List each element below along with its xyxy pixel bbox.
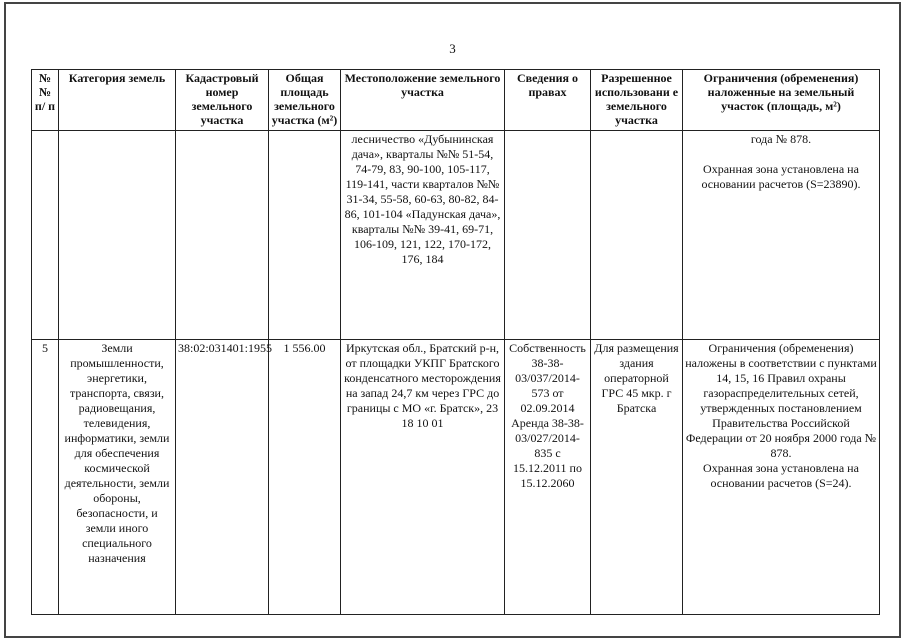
cell-cadastral: 38:02:031401:1955 <box>176 340 269 615</box>
cell-number: 5 <box>32 340 59 615</box>
col-header-cadastral: Кадастровый номер земельного участка <box>176 70 269 131</box>
cell-location: лесничество «Дубынинская дача», кварталы №№ 51-54, 74-79, 83, 90-100, 105-117, 119-141, части кварталов №№ 31-34, 55-58, 60-63, 80-82, 84-86, 101-104 «Падунская дача», кварталы №№ 39-41, 69-71, 106-109, 121, 122, 170-172, 176, 184 <box>341 131 505 340</box>
restrictions-text-1: года № 878. <box>750 132 812 146</box>
col-header-area: Общая площадь земельного участка (м²) <box>269 70 341 131</box>
cell-permitted-use: Для размещения здания операторной ГРС 45 мкр. г Братска <box>591 340 683 615</box>
cell-cadastral <box>176 131 269 340</box>
col-header-location: Местоположение земельного участка <box>341 70 505 131</box>
cell-area <box>269 131 341 340</box>
table-row <box>32 340 880 615</box>
cell-area: 1 556.00 <box>269 340 341 615</box>
cell-permitted-use <box>591 131 683 340</box>
cell-category <box>59 131 176 340</box>
col-header-restrictions: Ограничения (обременения) наложенные на земельный участок (площадь, м²) <box>683 70 880 131</box>
restrictions-text-1: Ограничения (обременения) наложены в соответствии с пунктами 14, 15, 16 Правил охраны газораспределительных сетей, утвержденных постановлением Правительства Российской Федерации от 20 ноября 2000 года № 878. <box>685 341 877 460</box>
cell-number <box>32 131 59 340</box>
col-header-number: №№ п/ п <box>32 70 59 131</box>
cell-category: Земли промышленности, энергетики, транспорта, связи, радиовещания, телевидения, информатики, земли для обеспечения космической деятельности, земли обороны, безопасности, и земли иного специального назначения <box>59 340 176 615</box>
col-header-permitted-use: Разрешенное использовани е земельного участка <box>591 70 683 131</box>
restrictions-text-2: Охранная зона установлена на основании расчетов (S=23890). <box>701 162 861 191</box>
col-header-rights: Сведения о правах <box>505 70 591 131</box>
cell-rights: Собственность 38-38-03/037/2014-573 от 02.09.2014 Аренда 38-38-03/027/2014-835 с 15.12.2011 по 15.12.2060 <box>505 340 591 615</box>
cell-location: Иркутская обл., Братский р-н, от площадки УКПГ Братского конденсатного месторождения на запад 24,7 км через ГРС до границы с МО «г. Братск», 23 18 10 01 <box>341 340 505 615</box>
cell-restrictions <box>683 340 880 615</box>
land-plots-table <box>31 69 880 615</box>
cell-restrictions <box>683 131 880 340</box>
col-header-category: Категория земель <box>59 70 176 131</box>
table-header-row <box>32 70 880 131</box>
page-number: 3 <box>449 41 456 56</box>
cell-rights <box>505 131 591 340</box>
restrictions-text-2: Охранная зона установлена на основании расчетов (S=24). <box>703 461 859 490</box>
table-row <box>32 131 880 340</box>
